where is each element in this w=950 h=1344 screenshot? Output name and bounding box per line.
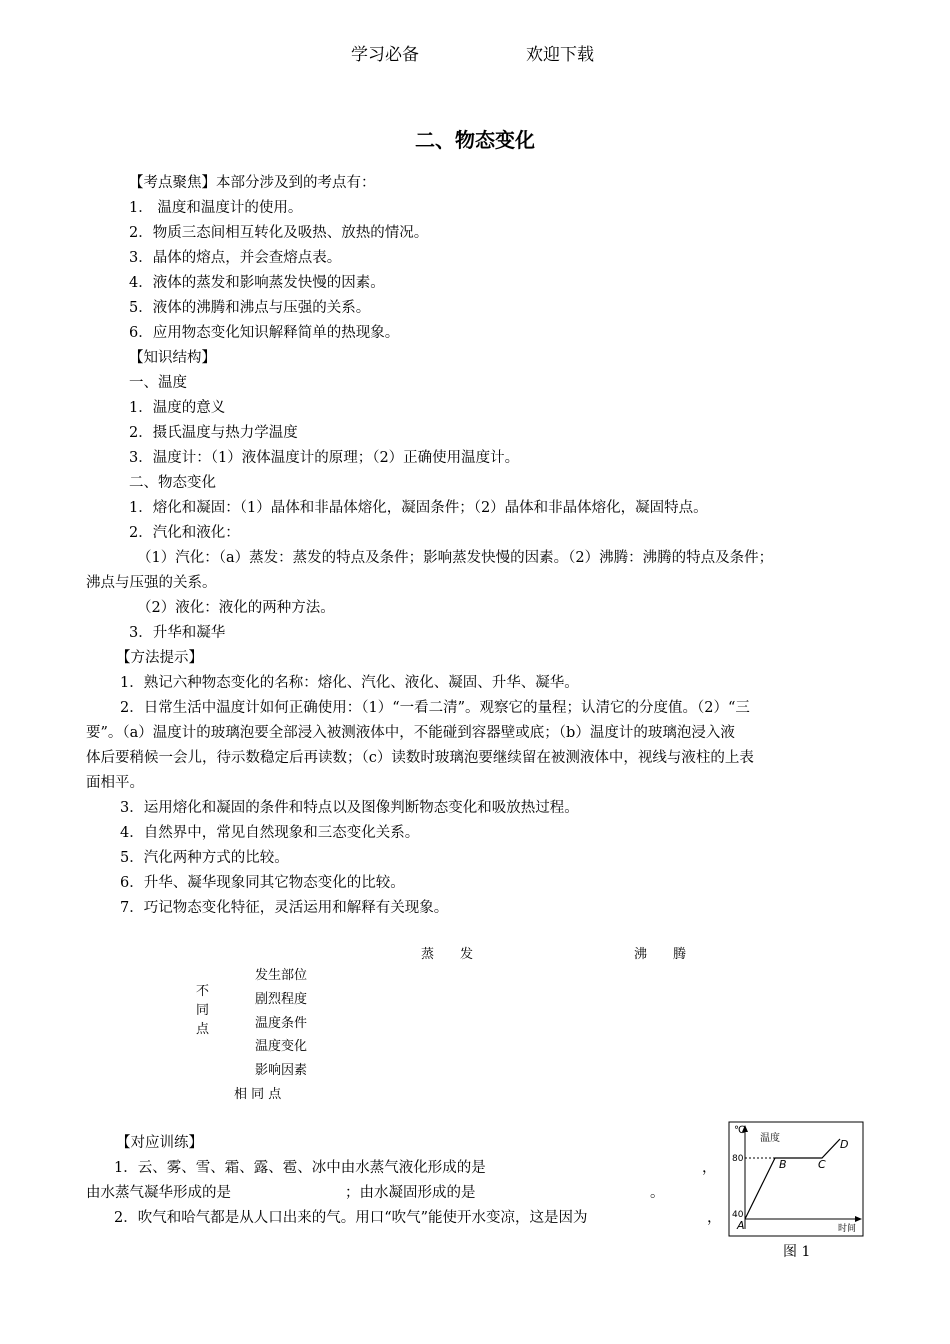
table-col-boiling: 沸 腾: [634, 947, 687, 962]
table-group-label: 点: [196, 1022, 210, 1037]
point-b-label: B: [779, 1158, 787, 1171]
method-item: 5．汽化两种方式的比较。: [120, 850, 289, 866]
table-col-evaporation: 蒸 发: [421, 947, 474, 962]
structure-item: 1．温度的意义: [129, 400, 226, 416]
structure-item: 1．熔化和凝固：（1）晶体和非晶体熔化，凝固条件；（2）晶体和非晶体熔化，凝固特点。: [129, 500, 708, 516]
tick-80: 80: [732, 1154, 744, 1164]
point-c-label: C: [818, 1158, 826, 1171]
table-group-label: 同: [196, 1003, 210, 1018]
structure-item: 2．摄氏温度与热力学温度: [129, 425, 298, 441]
structure-item: 2．汽化和液化：: [129, 525, 240, 541]
question-1-line2c: 。: [650, 1185, 665, 1201]
figure-caption: 图 1: [783, 1244, 811, 1260]
structure-subitem: （2）液化：液化的两种方法。: [137, 600, 335, 616]
point-d-label: D: [840, 1138, 849, 1151]
y-unit: ℃: [734, 1125, 746, 1136]
question-1-punct: ，: [702, 1160, 717, 1176]
method-item: 2．日常生活中温度计如何正确使用：（1）“一看二清”。观察它的量程；认清它的分度值。（2）“三: [120, 700, 750, 716]
method-item-cont: 面相平。: [86, 775, 144, 791]
structure-item: 3．温度计：（1）液体温度计的原理；（2）正确使用温度计。: [129, 450, 520, 466]
focus-heading: 【考点聚焦】本部分涉及到的考点有：: [129, 175, 376, 191]
focus-item: 6．应用物态变化知识解释简单的热现象。: [129, 325, 400, 341]
structure-item: 3．升华和凝华: [129, 625, 226, 641]
point-a-label: A: [737, 1219, 745, 1232]
question-2-punct: ，: [707, 1210, 722, 1226]
table-row-label: 影响因素: [255, 1063, 308, 1078]
focus-item: 1． 温度和温度计的使用。: [129, 200, 303, 216]
focus-item: 4．液体的蒸发和影响蒸发快慢的因素。: [129, 275, 385, 291]
table-group-label: 不: [196, 984, 210, 999]
method-item: 7．巧记物态变化特征，灵活运用和解释有关现象。: [120, 900, 449, 916]
structure-subitem-cont: 沸点与压强的关系。: [86, 575, 217, 591]
training-heading: 【对应训练】: [116, 1135, 203, 1151]
method-item: 6．升华、凝华现象同其它物态变化的比较。: [120, 875, 405, 891]
page-title: 二、物态变化: [415, 128, 535, 152]
question-1-line2b: ；由水凝固形成的是: [345, 1185, 476, 1201]
tick-40: 40: [732, 1210, 744, 1220]
header-right: 欢迎下载: [526, 45, 594, 65]
focus-item: 2．物质三态间相互转化及吸热、放热的情况。: [129, 225, 429, 241]
table-row-label: 剧烈程度: [255, 992, 308, 1007]
structure-heading: 【知识结构】: [129, 350, 216, 366]
table-row-label: 温度变化: [255, 1039, 308, 1054]
table-same-label: 相 同 点: [234, 1087, 282, 1102]
focus-item: 3．晶体的熔点，并会查熔点表。: [129, 250, 342, 266]
x-axis-label: 时间: [838, 1224, 857, 1234]
method-item: 3．运用熔化和凝固的条件和特点以及图像判断物态变化和吸放热过程。: [120, 800, 579, 816]
method-item: 1．熟记六种物态变化的名称：熔化、汽化、液化、凝固、升华、凝华。: [120, 675, 579, 691]
method-item: 4．自然界中，常见自然现象和三态变化关系。: [120, 825, 420, 841]
question-1-line1: 1．云、雾、雪、霜、露、雹、冰中由水蒸气液化形成的是: [114, 1160, 486, 1176]
method-heading: 【方法提示】: [116, 650, 203, 666]
focus-item: 5．液体的沸腾和沸点与压强的关系。: [129, 300, 371, 316]
method-item-cont: 要”。（a）温度计的玻璃泡要全部浸入被测液体中，不能碰到容器壁或底；（b）温度计的玻璃泡浸入液: [86, 725, 735, 741]
figure-1-graph: [728, 1121, 864, 1237]
structure-section-temperature: 一、温度: [129, 375, 187, 391]
table-row-label: 温度条件: [255, 1016, 308, 1031]
header-left: 学习必备: [351, 45, 419, 65]
structure-section-state-change: 二、物态变化: [129, 475, 216, 491]
table-row-label: 发生部位: [255, 968, 308, 983]
question-1-line2a: 由水蒸气凝华形成的是: [86, 1185, 231, 1201]
structure-subitem: （1）汽化：（a）蒸发：蒸发的特点及条件；影响蒸发快慢的因素。（2）沸腾：沸腾的特点及条件；: [137, 550, 774, 566]
method-item-cont: 体后要稍候一会儿，待示数稳定后再读数；（c）读数时玻璃泡要继续留在被测液体中，视线与液柱的上表: [86, 750, 754, 766]
y-axis-label: 温度: [760, 1133, 780, 1144]
question-2-line1: 2．吹气和哈气都是从人口出来的气。用口“吹气”能使开水变凉，这是因为: [114, 1210, 588, 1226]
